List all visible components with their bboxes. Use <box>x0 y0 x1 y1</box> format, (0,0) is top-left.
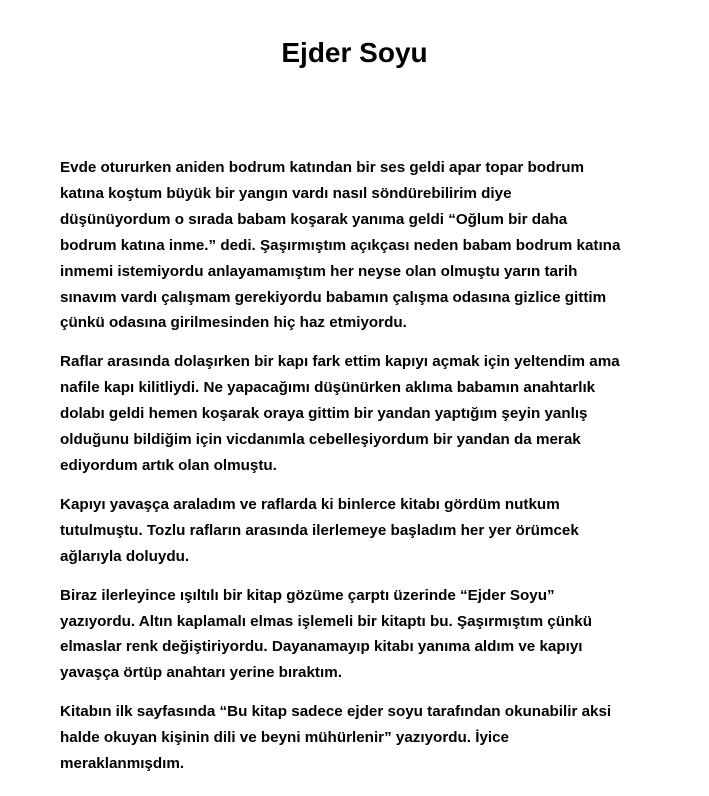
document-title: Ejder Soyu <box>281 37 428 68</box>
paragraph-2: Raflar arasında dolaşırken bir kapı fark ettim kapıyı açmak için yeltendim ama nafile kapı kilitliydi. Ne yapacağımı düşünürken aklıma babamın anahtarlık dolabı geldi hemen koşarak oraya gittim bir yandan yaptığım şeyin yanlış olduğunu bildiğim için vicdanımla cebelleşiyordum bir yandan da merak ediyordum artık olan olmuştu. <box>60 353 620 474</box>
paragraph-4: Biraz ilerleyince ışıltılı bir kitap gözüme çarptı üzerinde “Ejder Soyu” yazıyordu. Altın kaplamalı elmas işlemeli bir kitaptı bu. Şaşırmıştım çünkü elmaslar renk değiştiriyordu. Dayanamayıp kitabı yanıma aldım ve kapıyı yavaşça örtüp anahtarı yerine bıraktım. <box>60 586 593 682</box>
document-body <box>60 155 665 790</box>
paragraph-3: Kapıyı yavaşça araladım ve raflarda ki binlerce kitabı gördüm nutkum tutulmuştu. Tozlu rafların arasında ilerlemeye başladım her yer örümcek ağlarıyla doluydu. <box>60 495 579 565</box>
paragraph-1: Evde otururken aniden bodrum katından bir ses geldi apar topar bodrum katına koştum büyük bir yangın vardı nasıl söndürebilirim diye düşünüyordum o sırada babam koşarak yanıma geldi “Oğlum bir daha bodrum katına inme.” dedi. Şaşırmıştım açıkçası neden babam bodrum katına inmemi istemiyordu anlayamamıştım her neyse olan olmuştu yarın tarih sınavım vardı çalışmam gerekiyordu babamın çalışma odasına gizlice gittim çünkü odasına girilmesinden hiç haz etmiyordu. <box>60 159 621 332</box>
paragraph-5: Kitabın ilk sayfasında “Bu kitap sadece ejder soyu tarafından okunabilir aksi halde okuyan kişinin dili ve beyni mühürlenir” yazıyordu. İyice meraklanmışdım. <box>60 703 612 773</box>
